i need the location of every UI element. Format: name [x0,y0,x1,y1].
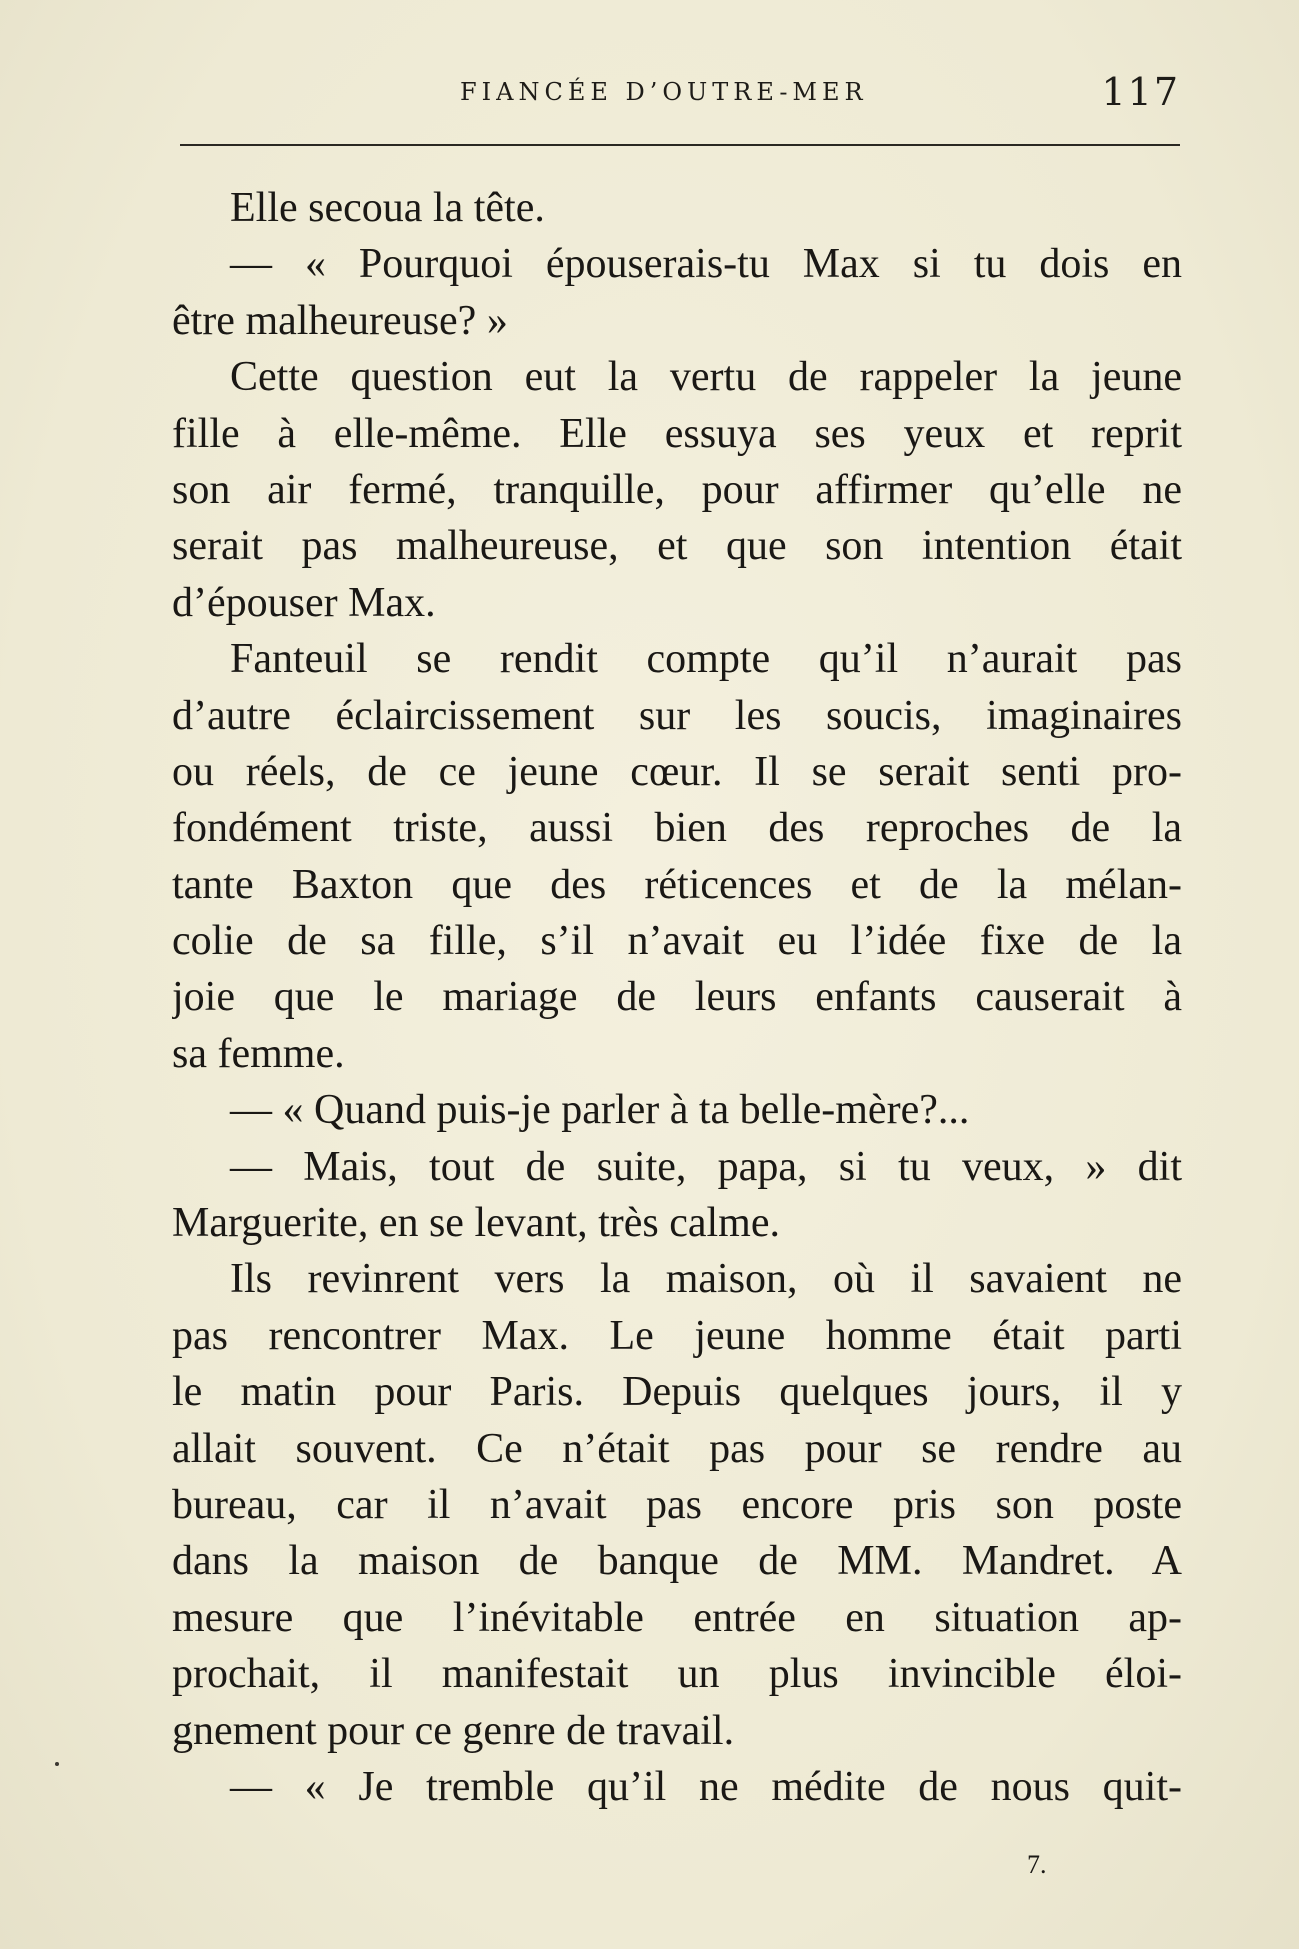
paper-speck [55,1762,59,1766]
text-line: — « Je tremble qu’il ne médite de nous quit- [230,1763,1182,1810]
text-line: allait souvent. Ce n’était pas pour se rendre au [172,1425,1182,1472]
text-line: Cette question eut la vertu de rappeler la jeune [230,354,1182,401]
text-line: — « Quand puis-je parler à ta belle-mère?... [230,1087,970,1134]
header-rule [180,144,1180,146]
running-head [180,70,1180,120]
text-line: être malheureuse? » [172,297,508,344]
text-line: — Mais, tout de suite, papa, si tu veux, » dit [230,1143,1182,1190]
text-line: d’épouser Max. [172,579,436,626]
signature-mark: 7. [1027,1850,1047,1879]
text-line: ou réels, de ce jeune cœur. Il se serait senti pro- [172,748,1182,795]
text-line: le matin pour Paris. Depuis quelques jours, il y [172,1369,1182,1416]
running-title: FIANCÉE D’OUTRE-MER [460,78,868,106]
text-line: prochait, il manifestait un plus invincible éloi- [172,1651,1182,1698]
text-line: gnement pour ce genre de travail. [172,1707,735,1754]
text-line: Elle secoua la tête. [230,185,545,231]
text-line: d’autre éclaircissement sur les soucis, imaginaires [172,692,1182,739]
text-line: fondément triste, aussi bien des reproches de la [172,805,1182,852]
body-text [172,180,1182,1815]
text-line: tante Baxton que des réticences et de la mélan- [172,861,1182,908]
text-line: serait pas malheureuse, et que son intention était [172,523,1182,570]
page-number: 117 [1101,70,1180,114]
text-line: joie que le mariage de leurs enfants causerait à [172,974,1182,1021]
text-line: son air fermé, tranquille, pour affirmer qu’elle ne [172,466,1182,513]
text-line: Ils revinrent vers la maison, où il savaient ne [230,1256,1182,1303]
text-line: Marguerite, en se levant, très calme. [172,1200,780,1247]
text-line: pas rencontrer Max. Le jeune homme était parti [172,1312,1182,1359]
text-line: sa femme. [172,1030,345,1077]
text-line: fille à elle-même. Elle essuya ses yeux et reprit [172,410,1182,457]
text-line: dans la maison de banque de MM. Mandret. A [172,1538,1182,1585]
text-line: Fanteuil se rendit compte qu’il n’aurait pas [230,636,1182,683]
text-line: mesure que l’inévitable entrée en situation ap- [172,1594,1182,1641]
text-line: colie de sa fille, s’il n’avait eu l’idée fixe de la [172,918,1182,965]
text-line: — « Pourquoi épouserais-tu Max si tu dois en [230,241,1182,288]
text-line: bureau, car il n’avait pas encore pris son poste [172,1481,1182,1528]
